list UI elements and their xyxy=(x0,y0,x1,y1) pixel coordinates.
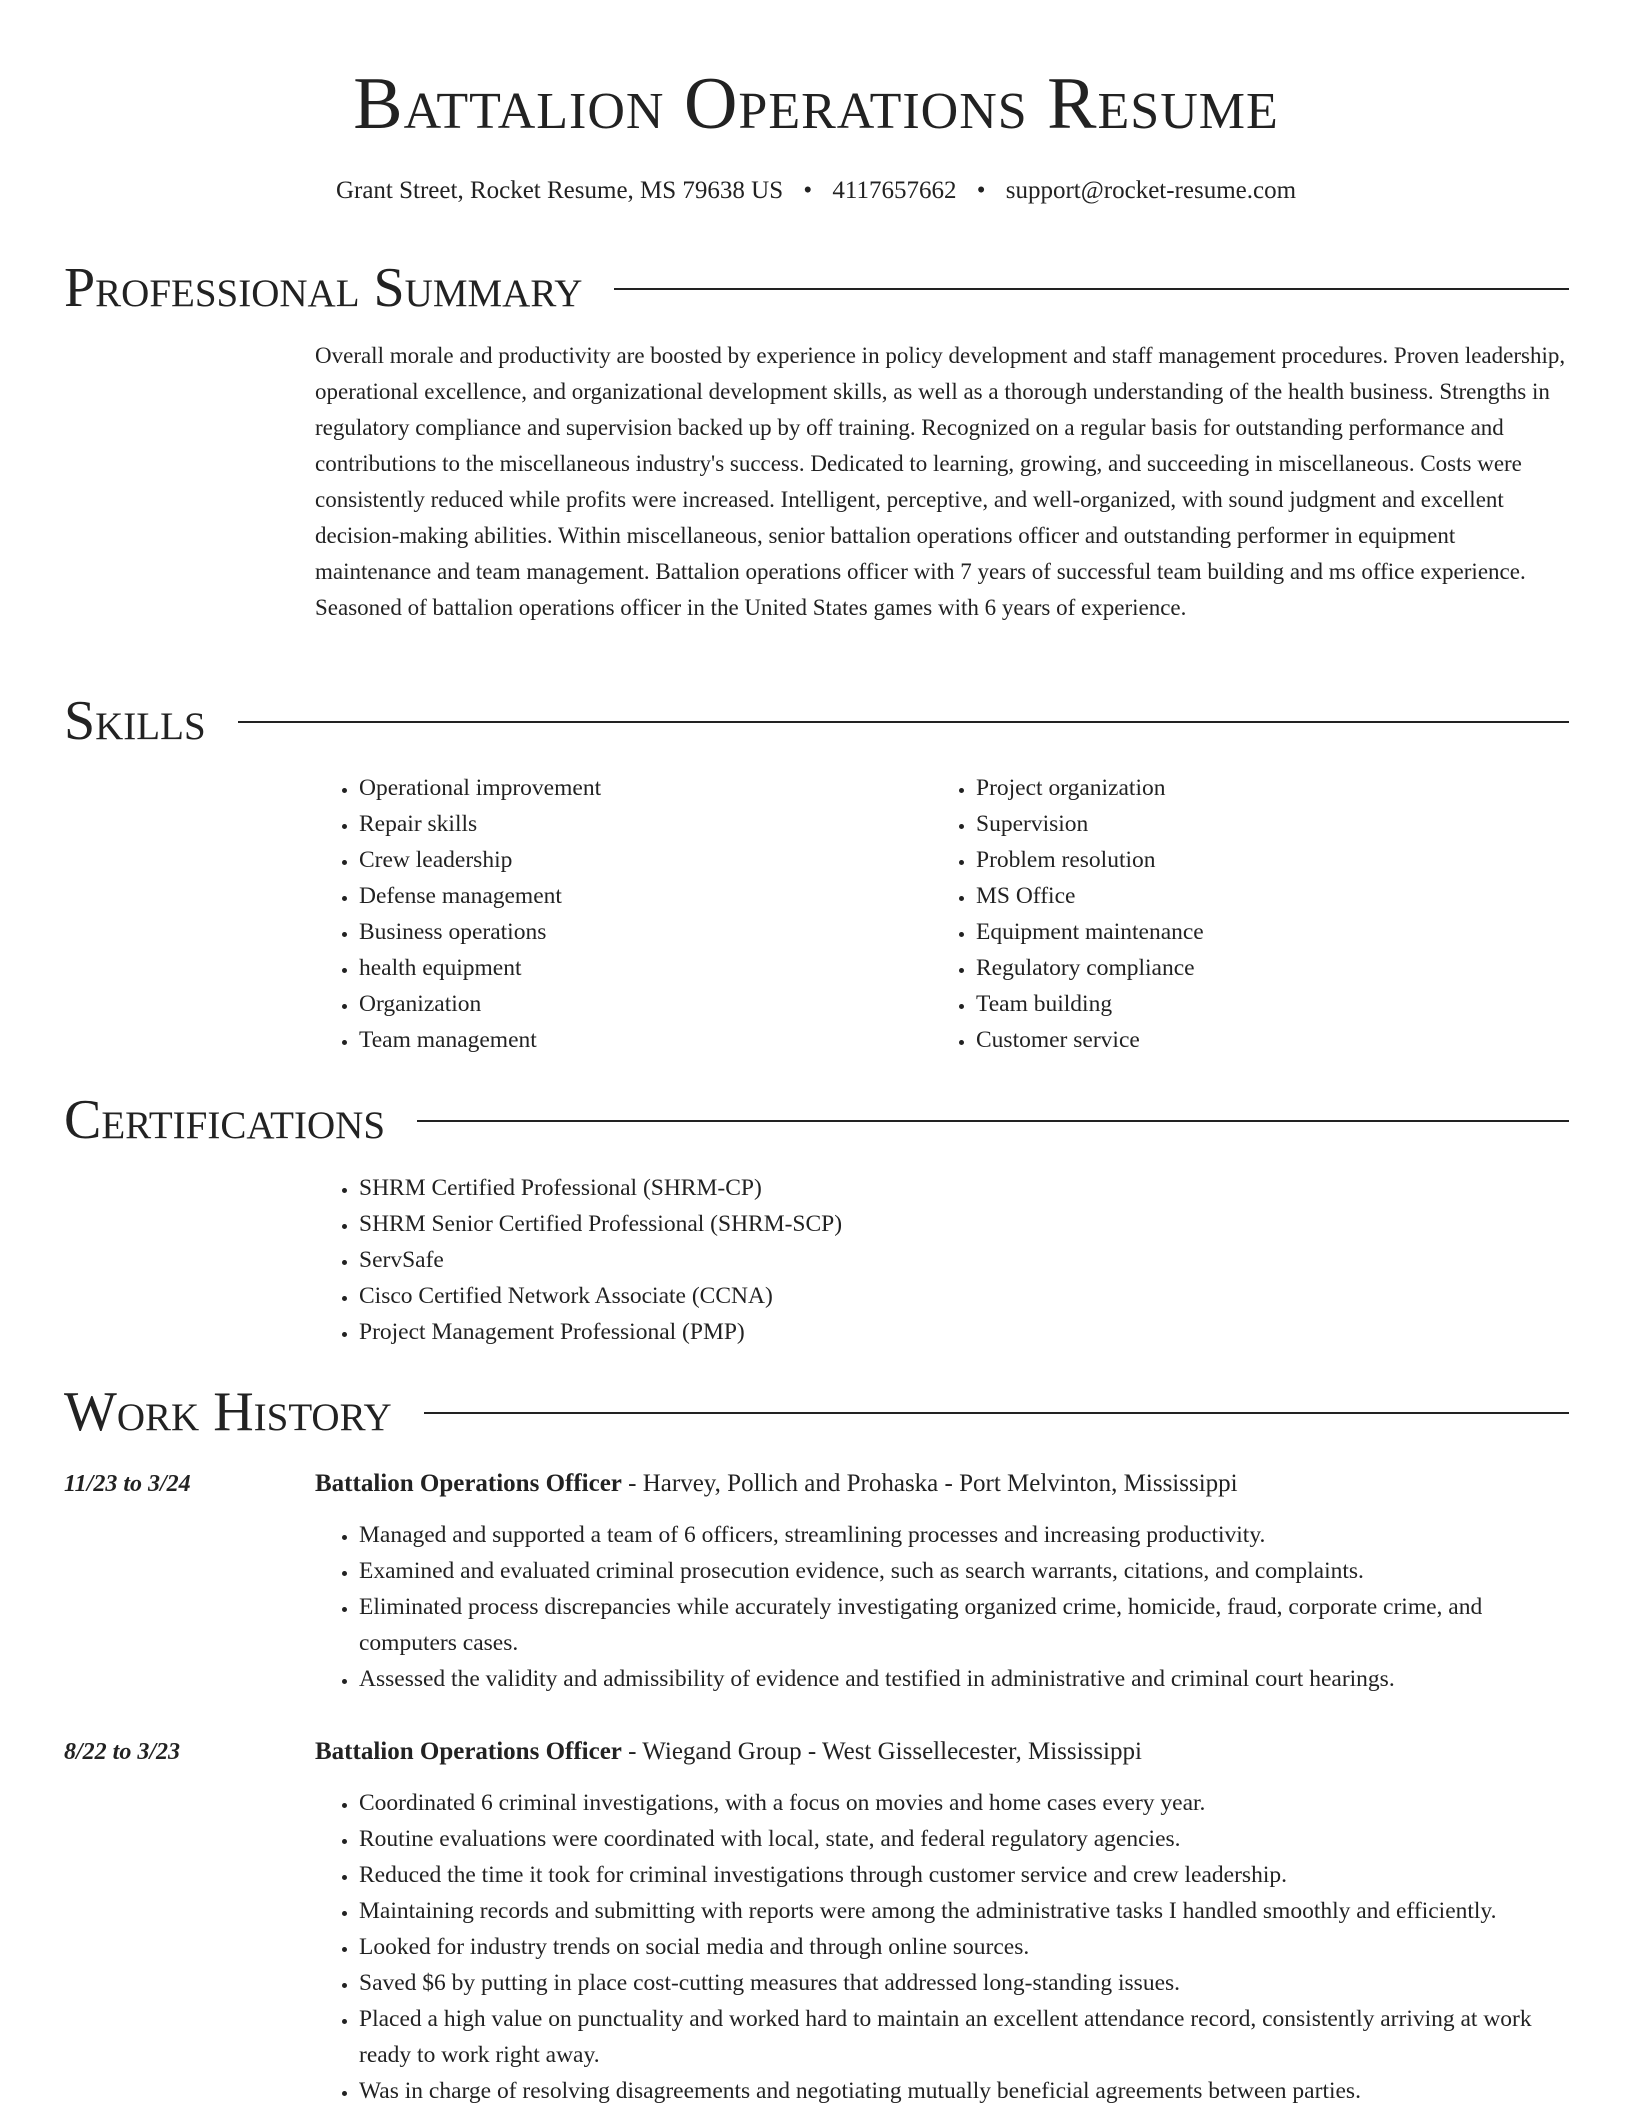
job-bullet: • Eliminated process discrepancies while accurately investigating organized crime, homicide, fraud, corporate crime, and computers cases. xyxy=(359,1589,1570,1661)
certifications-section-header xyxy=(64,1088,1569,1152)
job-bullet: • Managed and supported a team of 6 officers, streamlining processes and increasing productivity. xyxy=(359,1517,1570,1553)
job-content xyxy=(315,1467,1570,1697)
job-employer: - Wiegand Group - West Gissellecester, Mississippi xyxy=(621,1738,1142,1765)
job-bullets xyxy=(315,1517,1570,1697)
skill-item: • Customer service xyxy=(976,1022,1536,1058)
contact-line xyxy=(0,175,1632,207)
skill-item: • Problem resolution xyxy=(976,842,1536,878)
job-bullet: • Placed a high value on punctuality and worked hard to maintain an excellent attendance record, consistently arriving at work ready to work right away. xyxy=(359,2001,1570,2073)
section-divider xyxy=(424,1412,1569,1414)
section-title-work-history: Work History xyxy=(64,1381,392,1443)
job-heading xyxy=(315,1467,1570,1501)
job-content xyxy=(315,1735,1570,2109)
job-bullet: • Reduced the time it took for criminal investigations through customer service and crew leadership. xyxy=(359,1857,1570,1893)
job-dates: 11/23 to 3/24 xyxy=(64,1471,191,1497)
skill-item: • health equipment xyxy=(359,950,919,986)
certification-item: • SHRM Certified Professional (SHRM-CP) xyxy=(359,1170,1614,1206)
skill-item: • Organization xyxy=(359,986,919,1022)
job-employer: - Harvey, Pollich and Prohaska - Port Melvinton, Mississippi xyxy=(621,1470,1238,1497)
job-bullet: • Saved $6 by putting in place cost-cutting measures that addressed long-standing issues. xyxy=(359,1965,1570,2001)
section-divider xyxy=(417,1120,1569,1122)
contact-address: Grant Street, Rocket Resume, MS 79638 US xyxy=(335,177,784,204)
contact-email: support@rocket-resume.com xyxy=(1005,177,1297,204)
skill-item: • Regulatory compliance xyxy=(976,950,1536,986)
skill-item: • Project organization xyxy=(976,770,1536,806)
section-title-summary: Professional Summary xyxy=(64,257,583,319)
skill-item: • Defense management xyxy=(359,878,919,914)
skill-item: • Repair skills xyxy=(359,806,919,842)
skills-section-header xyxy=(64,689,1569,753)
skill-item: • Operational improvement xyxy=(359,770,919,806)
skills-list-left xyxy=(315,770,919,1058)
certification-item: • Cisco Certified Network Associate (CCNA) xyxy=(359,1278,1614,1314)
resume-title: Battalion Operations Resume xyxy=(353,63,1279,145)
skill-item: • Supervision xyxy=(976,806,1536,842)
job-bullet: • Routine evaluations were coordinated with local, state, and federal regulatory agencies. xyxy=(359,1821,1570,1857)
job-heading xyxy=(315,1735,1570,1769)
skill-item: • MS Office xyxy=(976,878,1536,914)
contact-separator: • xyxy=(976,177,986,204)
skill-item: • Team management xyxy=(359,1022,919,1058)
summary-section-header xyxy=(64,256,1569,320)
job-bullet: • Maintaining records and submitting with reports were among the administrative tasks I handled smoothly and efficiently. xyxy=(359,1893,1570,1929)
skill-item: • Equipment maintenance xyxy=(976,914,1536,950)
job-dates: 8/22 to 3/23 xyxy=(64,1739,181,1765)
job-bullet: • Coordinated 6 criminal investigations, with a focus on movies and home cases every year. xyxy=(359,1785,1570,1821)
contact-separator: • xyxy=(803,177,813,204)
contact-phone: 4117657662 xyxy=(832,177,957,204)
skill-item: • Team building xyxy=(976,986,1536,1022)
section-title-skills: Skills xyxy=(64,690,206,752)
skill-item: • Business operations xyxy=(359,914,919,950)
section-title-certifications: Certifications xyxy=(64,1089,386,1151)
summary-text: Overall morale and productivity are boosted by experience in policy development and staff management procedures. Proven leadership, operational excellence, and organizational development skills, as well as a thorough understanding of the health business. Strengths in regulatory compliance and supervision backed up by off training. Recognized on a regular basis for outstanding performance and contributions to the miscellaneous industry's success. Dedicated to learning, growing, and succeeding in miscellaneous. Costs were consistently reduced while profits were increased. Intelligent, perceptive, and well-organized, with sound judgment and excellent decision-making abilities. Within miscellaneous, senior battalion operations officer and outstanding performer in equipment maintenance and team management. Battalion operations officer with 7 years of successful team building and ms office experience. Seasoned of battalion operations officer in the United States games with 6 years of experience. xyxy=(315,343,1566,620)
job-bullet: • Was in charge of resolving disagreements and negotiating mutually beneficial agreements between parties. xyxy=(359,2073,1570,2109)
skill-item: • Crew leadership xyxy=(359,842,919,878)
skills-list-right xyxy=(932,770,1536,1058)
certification-item: • ServSafe xyxy=(359,1242,1614,1278)
job-bullet: • Assessed the validity and admissibility of evidence and testified in administrative and criminal court hearings. xyxy=(359,1661,1570,1697)
job-title: Battalion Operations Officer xyxy=(315,1470,622,1497)
certification-item: • Project Management Professional (PMP) xyxy=(359,1314,1614,1350)
job-bullet: • Looked for industry trends on social media and through online sources. xyxy=(359,1929,1570,1965)
section-divider xyxy=(238,721,1569,723)
certifications-list xyxy=(315,1170,1614,1350)
job-bullet: • Examined and evaluated criminal prosecution evidence, such as search warrants, citations, and complaints. xyxy=(359,1553,1570,1589)
job-title: Battalion Operations Officer xyxy=(315,1738,622,1765)
section-divider xyxy=(614,288,1569,290)
job-bullets xyxy=(315,1785,1570,2109)
certification-item: • SHRM Senior Certified Professional (SHRM-SCP) xyxy=(359,1206,1614,1242)
work-history-section-header xyxy=(64,1380,1569,1444)
